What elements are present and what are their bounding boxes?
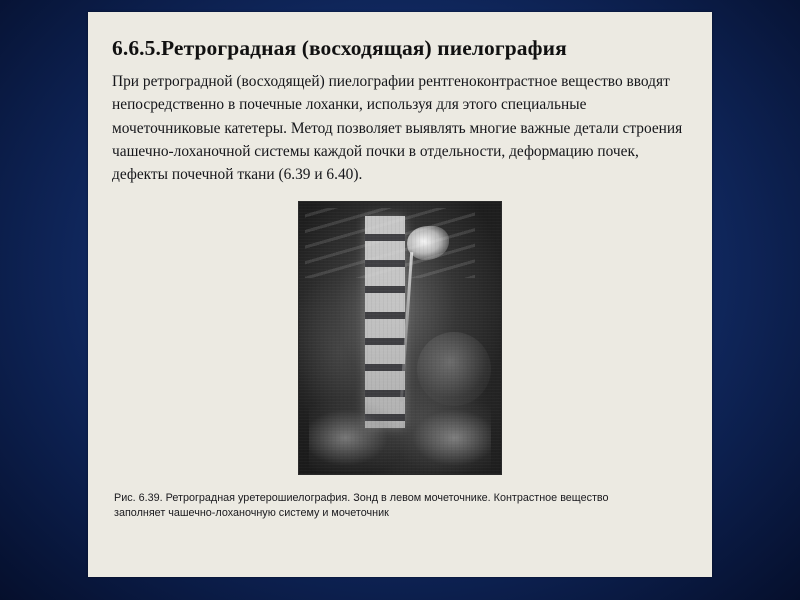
xray-image bbox=[298, 201, 502, 475]
figure-container bbox=[110, 201, 690, 475]
page-title: 6.6.5.Ретроградная (восходящая) пиелография bbox=[112, 36, 567, 60]
xray-film-grain bbox=[299, 202, 501, 474]
document-page bbox=[88, 12, 712, 577]
figure-caption bbox=[114, 491, 684, 522]
figure-caption-line-1: Рис. 6.39. Ретроградная уретерошиелография. Зонд в левом мочеточнике. Контрастное вещество bbox=[114, 491, 609, 504]
body-paragraph: При ретроградной (восходящей) пиелографии рентгеноконтрастное вещество вводят непосредственно в почечные лоханки, используя для этого специальные мочеточниковые катетеры. Метод позволяет выявлять многие важные детали строения чашечно-лоханочной системы каждой почки в отдельности, деформацию почек, дефекты почечной ткани (6.39 и 6.40). bbox=[112, 72, 683, 184]
body-paragraph-block bbox=[112, 70, 686, 187]
figure-caption-line-2: заполняет чашечно-лоханочную систему и мочеточник bbox=[114, 507, 389, 520]
